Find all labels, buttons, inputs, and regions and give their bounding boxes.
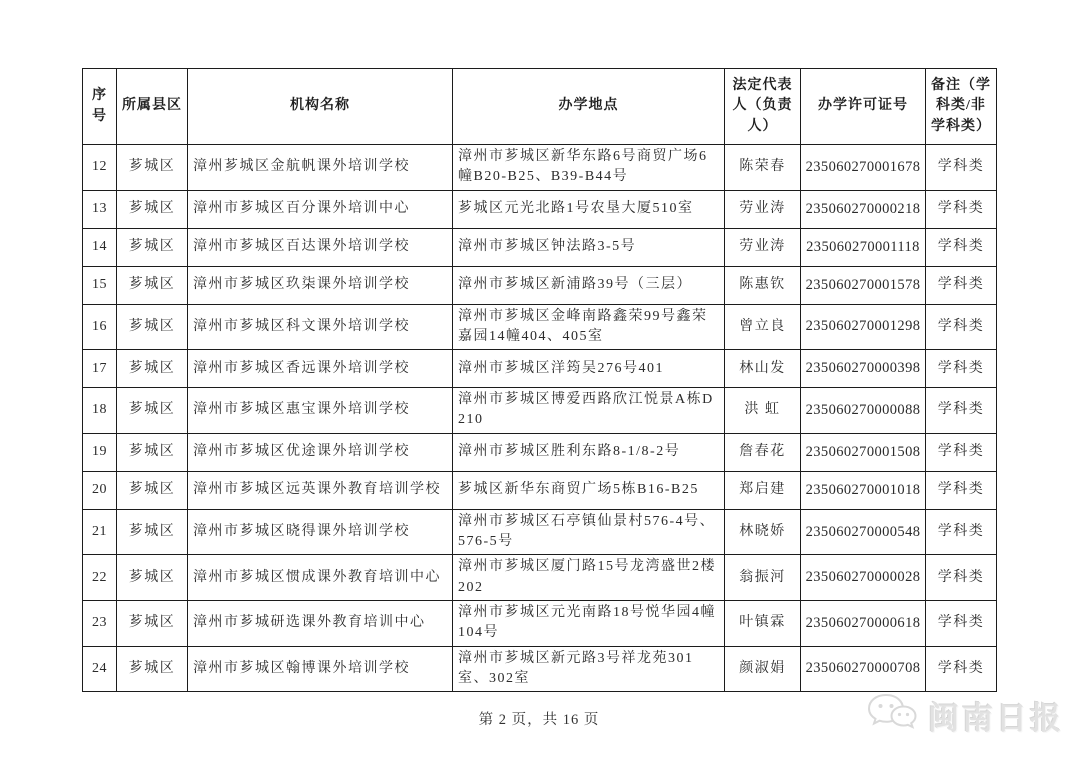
page-number: 第 2 页，共 16 页 (478, 712, 600, 728)
cell-license: 235060270001298 (801, 304, 926, 350)
cell-address: 漳州市芗城区新元路3号祥龙苑301室、302室 (453, 646, 725, 692)
cell-note: 学科类 (926, 190, 997, 228)
table-row (83, 600, 997, 646)
header-no: 序号 (83, 69, 117, 145)
wechat-icon (866, 692, 918, 739)
table-row (83, 190, 997, 228)
cell-district: 芗城区 (117, 600, 188, 646)
cell-note: 学科类 (926, 228, 997, 266)
header-license: 办学许可证号 (801, 69, 926, 145)
cell-license: 235060270000088 (801, 388, 926, 434)
cell-license: 235060270000708 (801, 646, 926, 692)
cell-address: 漳州市芗城区新华东路6号商贸广场6幢B20-B25、B39-B44号 (453, 145, 725, 191)
cell-district: 芗城区 (117, 266, 188, 304)
table-row (83, 145, 997, 191)
cell-address: 漳州市芗城区钟法路3-5号 (453, 228, 725, 266)
cell-license: 235060270000618 (801, 600, 926, 646)
table-row (83, 266, 997, 304)
cell-representative: 颜淑娟 (725, 646, 801, 692)
cell-representative: 翁振河 (725, 555, 801, 601)
table-row (83, 388, 997, 434)
cell-license: 235060270001508 (801, 433, 926, 471)
cell-address: 漳州市芗城区厦门路15号龙湾盛世2楼202 (453, 555, 725, 601)
cell-no: 16 (83, 304, 117, 350)
cell-address: 漳州市芗城区胜利东路8-1/8-2号 (453, 433, 725, 471)
cell-no: 14 (83, 228, 117, 266)
cell-name: 漳州市芗城区远英课外教育培训学校 (188, 471, 453, 509)
cell-representative: 郑启建 (725, 471, 801, 509)
table-body (83, 145, 997, 692)
header-district: 所属县区 (117, 69, 188, 145)
cell-name: 漳州市芗城区翰博课外培训学校 (188, 646, 453, 692)
header-note: 备注（学科类/非学科类） (926, 69, 997, 145)
table-row (83, 304, 997, 350)
cell-district: 芗城区 (117, 646, 188, 692)
cell-district: 芗城区 (117, 433, 188, 471)
cell-license: 235060270001118 (801, 228, 926, 266)
table-row (83, 350, 997, 388)
cell-no: 18 (83, 388, 117, 434)
header-row (83, 69, 997, 145)
cell-name: 漳州市芗城区晓得课外培训学校 (188, 509, 453, 555)
cell-no: 13 (83, 190, 117, 228)
header-representative: 法定代表人（负责人） (725, 69, 801, 145)
cell-note: 学科类 (926, 471, 997, 509)
table-row (83, 228, 997, 266)
cell-district: 芗城区 (117, 145, 188, 191)
cell-district: 芗城区 (117, 388, 188, 434)
training-institutions-table (82, 68, 997, 692)
cell-address: 漳州市芗城区新浦路39号（三层） (453, 266, 725, 304)
cell-note: 学科类 (926, 266, 997, 304)
cell-district: 芗城区 (117, 304, 188, 350)
cell-district: 芗城区 (117, 555, 188, 601)
cell-name: 漳州市芗城区优途课外培训学校 (188, 433, 453, 471)
cell-license: 235060270000028 (801, 555, 926, 601)
cell-address: 漳州市芗城区金峰南路鑫荣99号鑫荣嘉园14幢404、405室 (453, 304, 725, 350)
table-row (83, 555, 997, 601)
cell-note: 学科类 (926, 555, 997, 601)
table-header (83, 69, 997, 145)
cell-note: 学科类 (926, 509, 997, 555)
cell-note: 学科类 (926, 145, 997, 191)
cell-address: 芗城区元光北路1号农垦大厦510室 (453, 190, 725, 228)
cell-representative: 洪 虹 (725, 388, 801, 434)
cell-representative: 林晓娇 (725, 509, 801, 555)
newspaper-watermark (866, 692, 1064, 739)
cell-name: 漳州市芗城区百分课外培训中心 (188, 190, 453, 228)
cell-district: 芗城区 (117, 190, 188, 228)
cell-address: 漳州市芗城区洋筠吴276号401 (453, 350, 725, 388)
cell-license: 235060270001678 (801, 145, 926, 191)
cell-no: 24 (83, 646, 117, 692)
cell-note: 学科类 (926, 600, 997, 646)
cell-representative: 劳业涛 (725, 190, 801, 228)
cell-no: 17 (83, 350, 117, 388)
cell-note: 学科类 (926, 433, 997, 471)
cell-no: 23 (83, 600, 117, 646)
cell-name: 漳州市芗城区百达课外培训学校 (188, 228, 453, 266)
table-row (83, 509, 997, 555)
table-row (83, 471, 997, 509)
cell-representative: 陈惠钦 (725, 266, 801, 304)
header-address: 办学地点 (453, 69, 725, 145)
table-row (83, 646, 997, 692)
cell-address: 漳州市芗城区博爱西路欣江悦景A栋D210 (453, 388, 725, 434)
cell-no: 15 (83, 266, 117, 304)
cell-note: 学科类 (926, 646, 997, 692)
cell-representative: 陈荣春 (725, 145, 801, 191)
cell-district: 芗城区 (117, 350, 188, 388)
header-name: 机构名称 (188, 69, 453, 145)
cell-representative: 詹春花 (725, 433, 801, 471)
cell-name: 漳州市芗城区科文课外培训学校 (188, 304, 453, 350)
cell-representative: 曾立良 (725, 304, 801, 350)
cell-name: 漳州市芗城区香远课外培训学校 (188, 350, 453, 388)
cell-license: 235060270001018 (801, 471, 926, 509)
cell-no: 22 (83, 555, 117, 601)
cell-representative: 林山发 (725, 350, 801, 388)
cell-no: 21 (83, 509, 117, 555)
cell-address: 芗城区新华东商贸广场5栋B16-B25 (453, 471, 725, 509)
cell-representative: 叶镇霖 (725, 600, 801, 646)
cell-district: 芗城区 (117, 471, 188, 509)
cell-note: 学科类 (926, 350, 997, 388)
cell-address: 漳州市芗城区元光南路18号悦华园4幢104号 (453, 600, 725, 646)
cell-no: 19 (83, 433, 117, 471)
cell-license: 235060270001578 (801, 266, 926, 304)
cell-license: 235060270000548 (801, 509, 926, 555)
cell-address: 漳州市芗城区石亭镇仙景村576-4号、576-5号 (453, 509, 725, 555)
cell-district: 芗城区 (117, 228, 188, 266)
cell-district: 芗城区 (117, 509, 188, 555)
cell-representative: 劳业涛 (725, 228, 801, 266)
cell-note: 学科类 (926, 388, 997, 434)
cell-name: 漳州市芗城区惯成课外教育培训中心 (188, 555, 453, 601)
newspaper-name: 闽南日报 (928, 701, 1064, 736)
cell-license: 235060270000218 (801, 190, 926, 228)
cell-name: 漳州市芗城研选课外教育培训中心 (188, 600, 453, 646)
cell-no: 20 (83, 471, 117, 509)
table-row (83, 433, 997, 471)
cell-name: 漳州市芗城区玖柒课外培训学校 (188, 266, 453, 304)
cell-name: 漳州芗城区金航帆课外培训学校 (188, 145, 453, 191)
cell-name: 漳州市芗城区惠宝课外培训学校 (188, 388, 453, 434)
cell-no: 12 (83, 145, 117, 191)
cell-license: 235060270000398 (801, 350, 926, 388)
cell-note: 学科类 (926, 304, 997, 350)
